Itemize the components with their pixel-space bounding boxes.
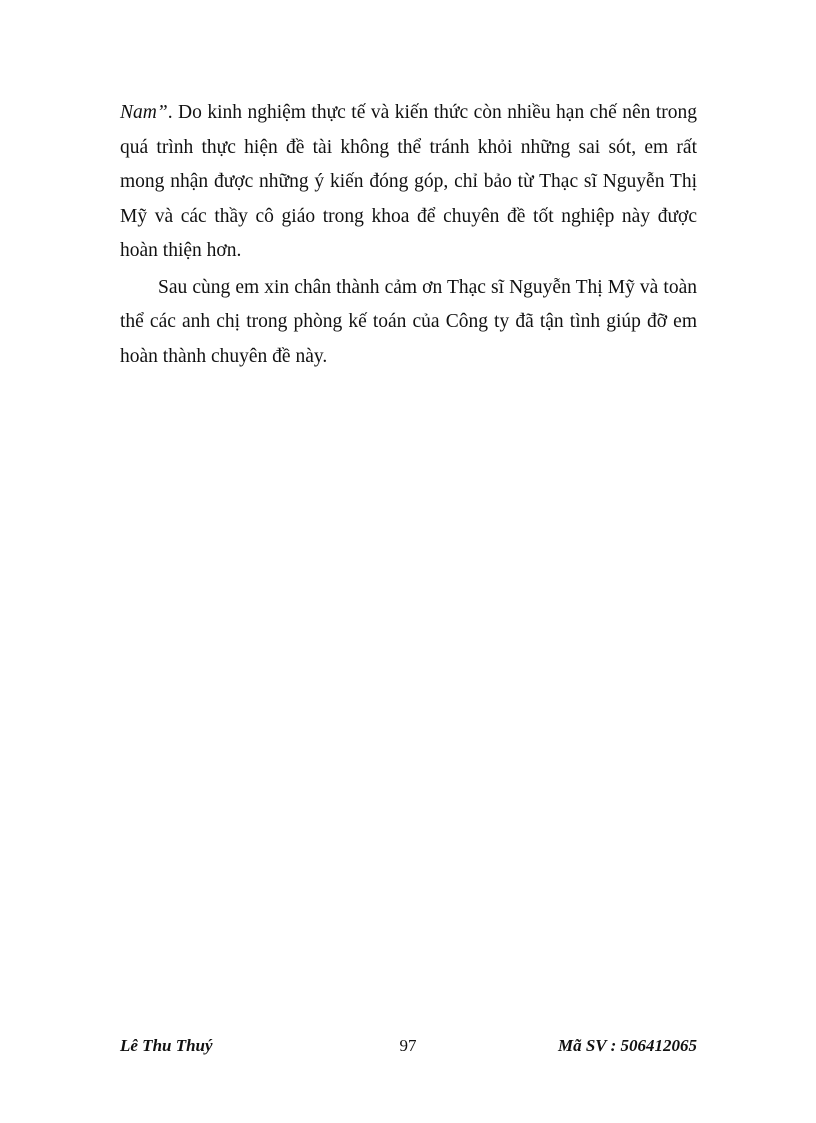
body-text — [120, 96, 697, 376]
page-footer — [120, 1031, 697, 1061]
paragraph-1 — [120, 96, 697, 269]
footer-author: Lê Thu Thuý — [120, 1036, 213, 1055]
paragraph-1-italic-lead: Nam” — [120, 102, 168, 123]
footer-page-number: 97 — [399, 1036, 417, 1055]
footer-student-id: Mã SV : 506412065 — [557, 1036, 697, 1055]
paragraph-2: Sau cùng em xin chân thành cảm ơn Thạc sĩ Nguyễn Thị Mỹ và toàn thể các anh chị trong phòng kế toán của Công ty đã tận tình giúp đỡ em hoàn thành chuyên đề này. — [120, 276, 697, 367]
paragraph-1-text: . Do kinh nghiệm thực tế và kiến thức còn nhiều hạn chế nên trong quá trình thực hiện đề tài không thể tránh khỏi những sai sót, em rất mong nhận được những ý kiến đóng góp, chỉ bảo từ Thạc sĩ Nguyễn Thị Mỹ và các thầy cô giáo trong khoa để chuyên đề tốt nghiệp này được hoàn thiện hơn. — [120, 102, 697, 261]
